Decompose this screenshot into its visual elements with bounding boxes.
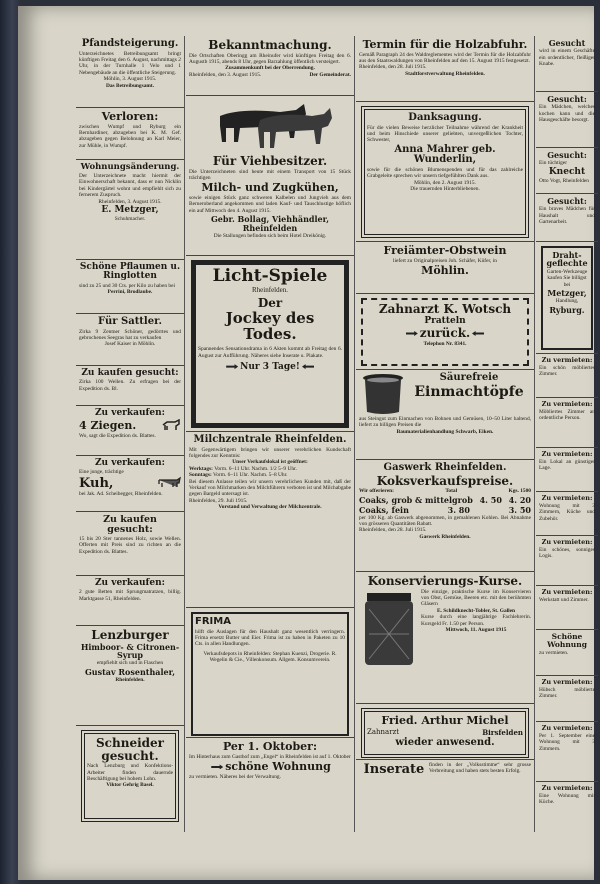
ad-oktober (186, 738, 354, 828)
ad-title: Zu vermieten: (541, 450, 593, 458)
ad-text: sowie einigen Stück ganz schweren Kalbelen und Jungvieh aus dem Berneroberland angekommen und laden Kauf- und Tauschlustige höflich ein auf Mittwoch den 4. August 1915. (189, 194, 351, 214)
ad-text: zu vermieten. Näheres bei der Verwaltung. (189, 773, 281, 780)
ad-text: Hübsch möblierte Zimmer. (539, 686, 595, 700)
ad-title: FRIMA (195, 616, 231, 627)
ad-vermieten-1 (536, 354, 598, 398)
ad-title: Zu vermieten: (541, 678, 593, 686)
ad-text: zu vermieten. (539, 649, 569, 656)
column-3 (356, 36, 535, 832)
row-label: Coaks, grob & mittelgrob (359, 494, 473, 505)
ad-text: per 100 Kg. ab Gaswerk abgenommen, in gemahlenen Kohlen. Bei Abnahme von grösseren Quantitäten Rabatt. (359, 514, 531, 527)
ad-place: Rheinfelden, den 28. Juli 1915. (359, 64, 427, 71)
ad-sattler (76, 314, 184, 366)
ad-place: Rheinfelden, den 3. August 1915. (189, 71, 262, 78)
cattle-illustration (200, 98, 340, 154)
ad-bold: Unser Verkaufslokal ist geöffnet: (232, 459, 308, 466)
cow-icon (157, 476, 181, 488)
row-value: 3. 50 (508, 504, 531, 515)
pointing-hand-icon (226, 364, 238, 369)
ad-text: hilft die Auslagen für den Haushalt ganz wesentlich verringern. Frima ersetzt Butter und Eier. Frima ist zu haben in Paketen zu 10 Cts. in allen Handlungen. (195, 628, 345, 648)
ad-ziegen (76, 406, 184, 456)
ad-text: Im Hinterhaus zum Gasthof zum „Engel“ in Rheinfelden ist auf 1. Oktober (189, 753, 351, 760)
ad-vermieten-3 (536, 448, 598, 492)
ad-text: Die Unterzeichneten sind heute mit einem Transport von 15 Stück trächtigen (189, 168, 351, 181)
ad-title: Konservierungs-Kurse. (367, 574, 523, 588)
ad-place: Birsfelden (482, 727, 523, 737)
ad-zahnarzt-michel (356, 704, 534, 760)
ad-sub: Himboor- & Citronen-Syrup (80, 641, 180, 660)
ad-name: Gebr. Bollag, Viehhändler, Rheinfelden (210, 214, 330, 233)
ad-text: Ein Lokal an günstiger Lage. (539, 458, 595, 472)
ad-place: Ryburg. (549, 304, 585, 315)
ad-sign: Das Betreibungsamt. (105, 82, 155, 89)
pointing-hand-icon (406, 331, 418, 336)
ad-title: Gesucht (548, 38, 586, 48)
newspaper-page (18, 6, 594, 880)
ad-big: Kuh, (79, 475, 114, 491)
ad-gesucht-3 (536, 148, 598, 194)
ad-gesucht-2 (536, 92, 598, 148)
ad-lichtspiele (186, 256, 354, 432)
ad-sub: Handlung, (555, 298, 579, 305)
ad-vermieten-8 (536, 676, 598, 722)
ad-sub: Garten-Werkzeuge (546, 268, 588, 275)
ad-text: Bei diesem Anlasse teilen wir unsern verehrlichen Kunden mit, daß der Verkauf von Milchmarken den Milchführern verboten ist und Milchabgabe gegen Bargeld untersagt ist. (189, 478, 351, 498)
ad-place: Möhlin, den 2. August 1915. (414, 179, 476, 186)
ad-text: finden in der „Volksstimme“ sehr grosse Verbreitung und haben stets besten Erfolg. (429, 762, 531, 775)
sunday-hours: Vorm. 6–11 Uhr. Nachm. 5–8 Uhr. (213, 472, 288, 479)
ad-title: Zu vermieten: (541, 400, 593, 408)
ad-text: Wohnung mit 3 Zimmern, Küche und Zubehör. (539, 502, 595, 522)
ad-title: Danksagung. (408, 112, 482, 123)
ad-place: Möhlin, 3. August 1915. (103, 76, 157, 83)
ad-sign: Der Gemeinderat. (309, 71, 351, 78)
ad-place: Möhlin. (421, 263, 469, 277)
ad-einmachtoepfe (356, 370, 534, 460)
ad-sign: Die trauernden Hinterbliebenen. (410, 185, 480, 192)
ad-list: Verkaufsdepots in Rheinfelden: Stephan Kuenzi, Drogerie. R. Wegelin & Cie., Villenkonsum. Allgem. Konsumverein. (203, 650, 337, 664)
ad-title: Fried. Arthur Michel (381, 714, 509, 727)
ad-gesucht-4 (536, 194, 598, 242)
row-value: 4. 20 (508, 494, 531, 505)
ad-title: Gesucht: (547, 196, 587, 206)
ad-title: Licht-Spiele (212, 266, 328, 286)
ad-vermieten-4 (536, 492, 598, 536)
ad-holzabfuhr (356, 36, 534, 102)
ad-place: Rheinfelden, 29. Juli 1915. (189, 497, 248, 504)
ad-betten (76, 576, 184, 626)
ad-vermieten-10 (536, 782, 598, 832)
ad-title: Draht-geflechte (546, 250, 588, 269)
ad-text: Wo, sagt die Expedition ds. Blattes. (79, 432, 156, 439)
ad-text: 15 bis 20 Ster tannenes Holz, sowie Wellen. Offerten mit Preis sind zu richten an die Expedition ds. Blattes. (79, 535, 181, 555)
ad-text: Kurse durch eine langjährige Fachlehrerin. Kursgeld Fr. 1.50 per Person. (421, 614, 531, 627)
ad-text: Der Unterzeichnete macht hiermit der Einwohnerschaft bekannt, dass er nun Nicklin bei Kindergärtel wohnt und empfiehlt sich zu fernerem Zuspruch. (79, 172, 181, 199)
crock-pot-illustration (359, 372, 407, 416)
ad-text: Für die vielen Beweise herzlicher Teilnahme während der Krankheit und beim Hinschiede unserer geliebten, unvergeßlichen Tochter, Schwester, (367, 124, 523, 144)
ad-title: Zu vermieten: (541, 588, 593, 596)
preserving-jar-illustration (359, 589, 419, 669)
ad-text: Gemäß Paragraph 24 des Waldreglementes wird der Termin für die Holzabfuhr aus den Staatswaldungen von Rheinfelden auf den 15. August 1915 festgesetzt. (359, 51, 531, 64)
table-header: Kgs. 1500 (508, 488, 531, 495)
ad-title: Zu vermieten: (541, 538, 593, 546)
ad-sign: Gaswerk Rheinfelden. (419, 533, 471, 540)
ad-gesucht-1 (536, 36, 598, 92)
ad-text: Werkstatt und Zimmer. (539, 596, 589, 603)
ad-text: Per 1. September eine Wohnung mit 3 Zimmern. (539, 732, 595, 752)
ad-sub: Schuhmacher. (114, 216, 146, 223)
ad-text: Die Ortschaften Oberingg am Rheinufer wird künftigen Freitag den 6. Augustb 1915, abends 8 Uhr, gegen Barzahlung öffentlich versteigert. (189, 52, 351, 65)
ad-title: Zu kaufen gesucht: (103, 514, 157, 535)
ad-title: Säurefreie (439, 372, 499, 383)
ad-title: Termin für die Holzabfuhr. (362, 38, 528, 51)
ad-text: sind zu 25 und 30 Cts. per Kilo zu haben bei (79, 282, 175, 289)
sunday-label: Sonntags: (189, 472, 212, 479)
ad-title: Gaswerk Rheinfelden. (383, 462, 507, 473)
ad-title: Zahnarzt K. Wotsch (378, 302, 512, 316)
ad-big: Milch- und Zugkühen, (201, 181, 339, 195)
row-value: 4. 50 (479, 494, 502, 505)
pointing-hand-icon (211, 764, 223, 769)
ad-name: Baumaterialienhandlung Schwarb, Eiken. (396, 428, 494, 435)
table-row (359, 505, 531, 515)
ad-obstwein (356, 242, 534, 294)
ad-back: zurück. (419, 326, 471, 341)
ad-inserate (356, 760, 534, 796)
ad-frima (186, 608, 354, 738)
film-title: Jockey des Todes. (225, 308, 315, 343)
ad-big: schöne Wohnung (225, 759, 331, 773)
ad-text: Zirka 100 Wellen. Zu erfragen bei der Expedition ds. Bl. (79, 379, 181, 392)
ad-name: Anna Mahrer geb. Wunderlin, (394, 143, 496, 166)
ad-title: Zu verkaufen: (94, 458, 166, 468)
ad-name: Metzger, (547, 288, 587, 298)
ad-bekanntmachung (186, 36, 354, 96)
weekday-label: Werktags: (189, 465, 213, 472)
ad-sub: Zahnarzt (367, 727, 400, 736)
ad-vermieten-2 (536, 398, 598, 448)
ad-title: Schneider gesucht. (96, 736, 164, 763)
ad-title: Für Sattler. (98, 316, 162, 327)
ad-title: Inserate (363, 762, 425, 777)
ad-tel: Telephon Nr. 8341. (423, 340, 467, 347)
ad-text: Ein braves Mädchen für Haushalt und Gartenarbeit. (539, 206, 595, 226)
ad-text: Ein schönes, sonniges Logis. (539, 546, 595, 560)
ad-milchzentrale (186, 432, 354, 608)
ad-text: 2 gute Betten mit Sprungmatratzen, billig. Marktgasse 51, Rheinfelden. (79, 589, 181, 602)
ad-title: Gesucht: (547, 94, 587, 104)
ad-title: Per 1. Oktober: (222, 740, 318, 753)
ad-text: Unterzeichnetes Betreibungsamt bringt künftigen Freitag den 6. August, nachmittags 2 Uhr, in der Turnhalle 1 Velo und 1 Nebengebäude an die öffentliche Steigerung. (79, 50, 181, 76)
ad-verloren (76, 108, 184, 160)
ad-title: Zu verkaufen: (94, 578, 166, 588)
ad-text: Mit Gegenwärtigem bringen wir unserer verehrlichen Kundschaft folgendes zur Kenntnis: (189, 446, 351, 459)
ad-big: Knecht (548, 166, 586, 177)
ad-vermieten-9 (536, 722, 598, 782)
ad-text: zwischen Wumpf und Ryburg ein Bernhardiner, abzugeben bei K. M. Gef. abzugeben gegen Belohnung an Karl Meier, zur Mühle, in Wumpf. (79, 123, 181, 149)
ad-text: Nach Lenzburg und Konfektions-Arbeiter finden dauernde Beschäftigung bei hohem Lohn. (87, 763, 173, 782)
ad-text: Ein tüchtiger (539, 160, 567, 167)
table-header: Wir offerieren: (359, 488, 394, 495)
ad-title: Zu kaufen gesucht: (81, 368, 179, 378)
ad-gaswerk (356, 460, 534, 572)
ad-sub: Zusammenkunft bei der Oberrendung. (225, 65, 315, 72)
ad-text: Eine junge, trächtige (79, 469, 124, 476)
ad-title: Zu vermieten: (541, 724, 593, 732)
ad-danksagung (356, 102, 534, 242)
ad-title: Zu vermieten: (541, 784, 593, 792)
ad-text: empfiehlt sich und in Flaschen (96, 660, 164, 667)
goat-icon (161, 419, 181, 431)
ad-pfandsteigerung (76, 36, 184, 108)
ad-name: Josef Kaiser in Möhlin. (104, 341, 156, 348)
ad-title: Zu vermieten: (541, 356, 593, 364)
ad-title: Milchzentrale Rheinfelden. (193, 434, 347, 445)
ad-sub: Die Stallungen befinden sich beim Hotel Dreikönig. (213, 232, 327, 239)
ad-wohnungsaenderung (76, 160, 184, 260)
ad-title: Schöne Wohnung (547, 632, 587, 649)
ad-place: Rheinfelden. (115, 677, 145, 684)
row-label: Coaks, fein (359, 504, 409, 515)
ad-vermieten-6 (536, 586, 598, 630)
ad-text: bei Jak. Ad. Scheibegger, Rheinfelden. (79, 491, 163, 498)
ad-text: Die einzige, praktische Kurse im Konservieren von Obst, Gemüse, Beeren etc. mit den berühmten Gläsern (421, 588, 531, 608)
ad-title: Zu verkaufen: (94, 408, 166, 418)
book-binding (0, 0, 20, 884)
ad-sign: Vorstand und Verwaltung der Milchzentrale. (218, 504, 322, 511)
pointing-hand-icon (302, 364, 314, 369)
ad-vermieten-5 (536, 536, 598, 586)
ad-kaufen-wellen (76, 366, 184, 406)
ad-name: E. Metzger, (101, 204, 159, 215)
ad-title: Schöne Pflaumen u. Ringlotten (79, 262, 181, 282)
column-2 (186, 36, 355, 832)
ad-title: Zu vermieten: (541, 494, 593, 502)
ad-place: Pratteln (424, 315, 466, 326)
ad-text: sowie für die schönen Blumenspenden und für das zahlreiche Grabgeleite sprechen wir unsern tiefgefühlten Dank aus. (367, 166, 523, 180)
ad-name: Gustav Rosenthaler, (84, 666, 176, 677)
ad-kuh (76, 456, 184, 512)
ad-text: Zirka 9 Zentner Schöner, gedörrtes und gebrochenes Seegras hat zu verkaufen (79, 328, 181, 341)
column-4 (536, 36, 598, 832)
ad-text: Ein schön möbliertes Zimmer. (539, 364, 595, 378)
table-header: Total (445, 488, 458, 495)
ad-schneider (76, 726, 184, 826)
row-value: 3. 80 (447, 504, 470, 515)
ad-title: Pfandsteigerung. (81, 38, 179, 49)
ad-title: Für Viehbesitzer. (212, 154, 328, 168)
ad-title: Bekanntmachung. (208, 38, 332, 52)
ad-text: Möbliertes Zimmer an ordentliche Person. (539, 408, 595, 422)
ad-schoene-wohnung (536, 630, 598, 676)
ad-text: wieder anwesend. (395, 736, 495, 748)
ad-zahnarzt-wotsch (356, 294, 534, 370)
ad-big: Einmachtöpfe (414, 383, 524, 400)
ad-text: Ein Mädchen, welches kochen kann und die Hausgeschäfte besorgt. (539, 104, 595, 124)
table-row (359, 495, 531, 505)
ad-text: Eine Wohnung mit Küche. (539, 792, 595, 806)
weekday-hours: Vorm. 6–11 Uhr. Nachm. 1/2 5–9 Uhr. (214, 465, 297, 472)
ad-place: Rheinfelden. (252, 285, 288, 294)
ad-der: Der (257, 296, 283, 311)
ad-tage: Nur 3 Tage! (240, 362, 300, 373)
ad-text: wird in einem Geschäfte ein ordentlicher, fleißiger Knabe. (539, 48, 595, 68)
ad-pflaumen (76, 260, 184, 314)
ad-text: Spannendes Sensationsdrama in 6 Akten kommt ab Freitag den 6. August zur Aufführung. Näheres siehe Inserate u. Plakate. (198, 346, 342, 359)
ad-title: Gesucht: (547, 150, 587, 160)
ad-text: kaufen Sie billigst bei (547, 275, 587, 288)
ad-big: 4 Ziegen. (79, 419, 137, 433)
ad-date: Mittwoch, 11. August 1915 (445, 627, 507, 634)
ad-place: Rheinfelden, den 28. Juli 1915. (359, 527, 427, 534)
ad-text: aus Steingut zum Einmachen von Bohnen und Gemüsen, 10–50 Liter haltend, liefert zu billigen Preisen die (359, 416, 531, 429)
ad-title: Verloren: (101, 110, 159, 123)
ad-title: Lenzburger (91, 628, 169, 642)
ad-sub: Otto Vogt, Rheinfelden (539, 178, 589, 185)
ad-sign: Stadtforstverwaltung Rheinfelden. (405, 70, 485, 77)
ad-name: Perrini, Brodlaube. (107, 289, 153, 296)
ad-title: Wohnungsänderung. (80, 162, 180, 172)
ad-name: E. Schildknecht-Tobler, St. Gallen (436, 607, 516, 614)
ad-text: liefert zu Originalpreisen Joh. Schäfer, Küfer, in (393, 257, 497, 264)
ad-drahtgeflechte (536, 242, 598, 354)
ad-kaufen-holz (76, 512, 184, 576)
ad-title: Freiämter-Obstwein (383, 244, 507, 257)
ad-lenzburger (76, 626, 184, 726)
ad-konservierung (356, 572, 534, 704)
pointing-hand-icon (472, 331, 484, 336)
column-1 (76, 36, 185, 832)
ad-place: Rheinfelden, 3. August 1915. (98, 198, 162, 205)
ad-subtitle: Koksverkaufspreise. (376, 473, 514, 488)
ad-name: Viktor Gehrig Basel. (106, 782, 154, 789)
ad-viehbesitzer (186, 96, 354, 256)
